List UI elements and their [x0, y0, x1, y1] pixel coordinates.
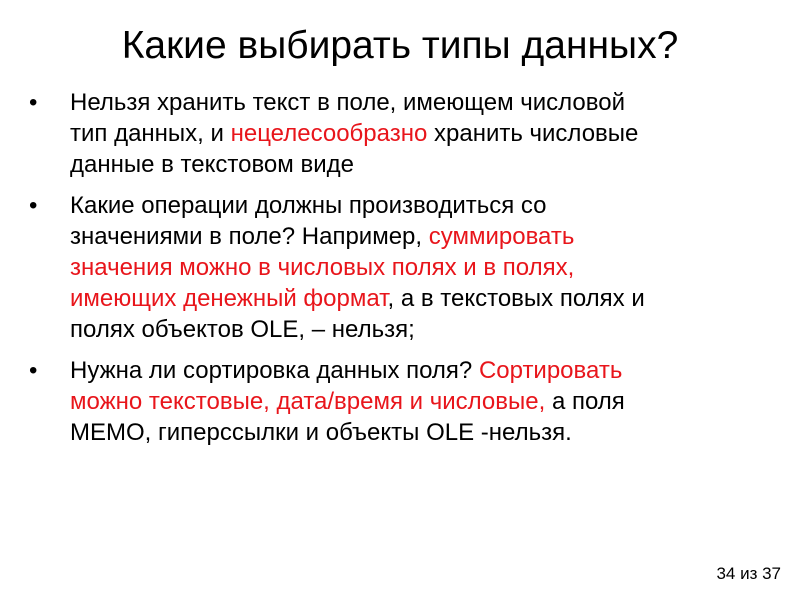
- text-line: [70, 283, 790, 314]
- bullet-text: [70, 87, 790, 180]
- page-number: 34 из 37: [716, 564, 781, 583]
- text-line: [70, 417, 790, 448]
- text-line: [70, 314, 790, 345]
- text-segment: Нужна ли сортировка данных поля?: [70, 357, 479, 384]
- highlighted-text: суммировать: [428, 223, 575, 250]
- bullet-text: [70, 355, 790, 448]
- text-line: [70, 190, 790, 221]
- text-line: [70, 355, 790, 386]
- text-segment: данные в текстовом виде: [70, 151, 354, 178]
- bullet-dot: •: [29, 89, 38, 116]
- text-line: [70, 386, 790, 417]
- text-line: [70, 149, 790, 180]
- slide-title: Какие выбирать типы данных?: [121, 24, 679, 67]
- bullet-item: [0, 87, 790, 180]
- bullet-dot: •: [29, 192, 38, 219]
- bullet-item: [0, 355, 790, 448]
- text-segment: хранить числовые: [427, 120, 639, 147]
- text-segment: MEMO, гиперссылки и объекты OLE -нельзя.: [70, 419, 572, 446]
- text-segment: полях объектов OLE, – нельзя;: [70, 316, 415, 343]
- highlighted-text: нецелесообразно: [230, 120, 428, 147]
- highlighted-text: можно текстовые, дата/время и числовые,: [70, 388, 546, 415]
- text-line: [70, 252, 790, 283]
- text-line: [70, 118, 790, 149]
- bullet-dot: •: [29, 357, 38, 384]
- text-segment: Какие операции должны производиться со: [70, 192, 547, 219]
- highlighted-text: Сортировать: [478, 357, 623, 384]
- text-segment: а поля: [545, 388, 625, 415]
- text-segment: Нельзя хранить текст в поле, имеющем числовой: [70, 89, 626, 116]
- highlighted-text: имеющих денежный формат: [70, 285, 388, 312]
- text-segment: , а в текстовых полях и: [387, 285, 645, 312]
- highlighted-text: значения можно в числовых полях и в полях,: [70, 254, 575, 281]
- bullet-list: [0, 87, 800, 458]
- text-segment: тип данных, и: [70, 120, 231, 147]
- text-line: [70, 87, 790, 118]
- bullet-text: [70, 190, 790, 345]
- bullet-item: [0, 190, 790, 345]
- text-line: [70, 221, 790, 252]
- text-segment: значениями в поле? Например,: [70, 223, 429, 250]
